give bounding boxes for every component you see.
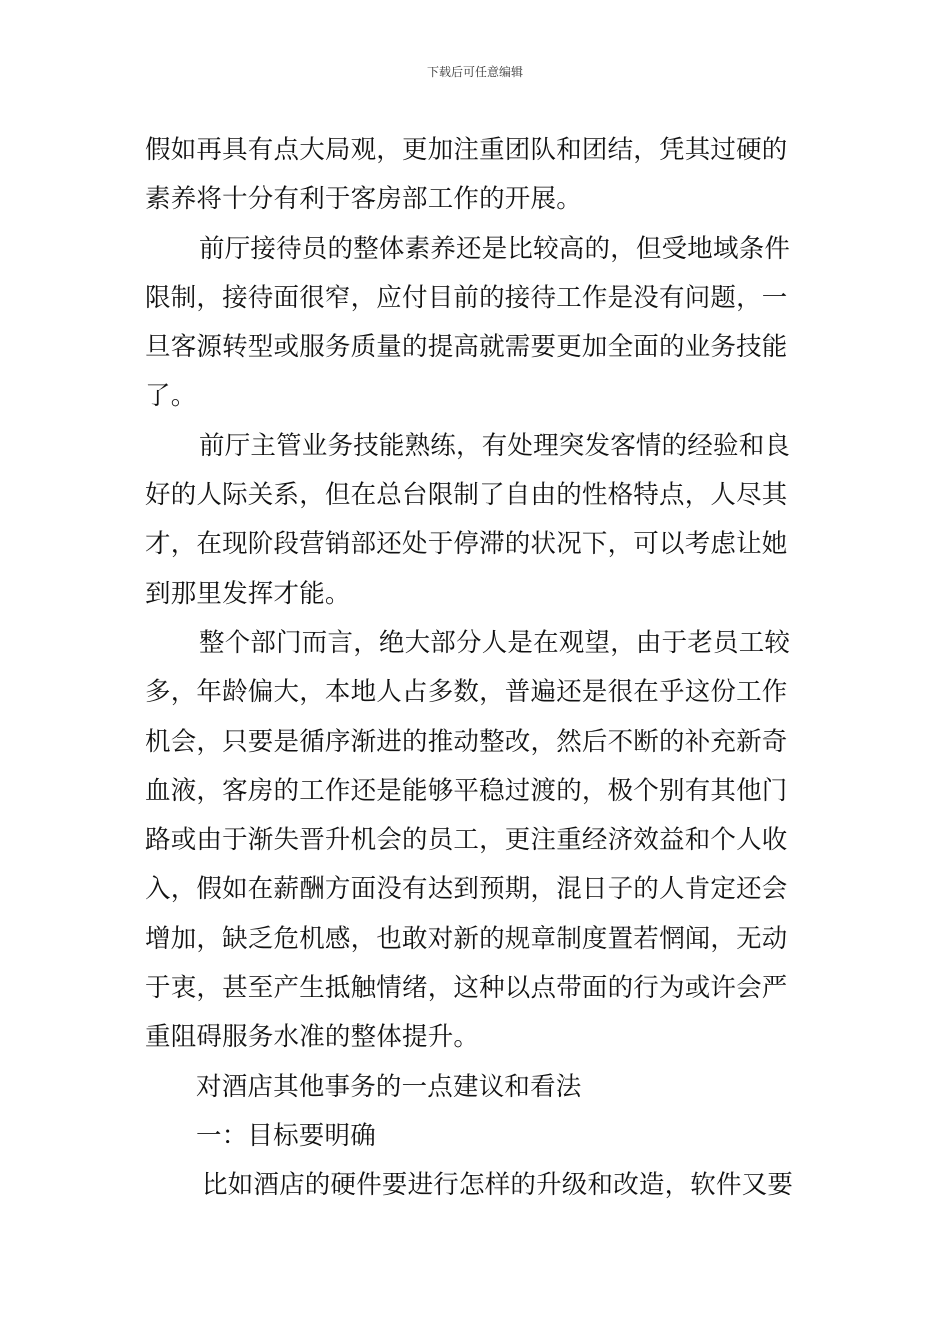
subsection-heading: 一：目标要明确 (196, 1120, 376, 1151)
text-line: 素养将十分有利于客房部工作的开展。 (145, 184, 582, 215)
page-header-note: 下载后可任意编辑 (426, 65, 523, 79)
text-line: 血液，客房的工作还是能够平稳过渡的，极个别有其他门 (145, 775, 788, 806)
text-line: 机会，只要是循序渐进的推动整改，然后不断的补充新奇 (145, 726, 788, 757)
text-line: 增加，缺乏危机感，也敢对新的规章制度置若惘闻，无动 (145, 923, 788, 954)
text-line: 入，假如在薪酬方面没有达到预期，混日子的人肯定还会 (145, 874, 788, 905)
paragraph-first-line: 前厅主管业务技能熟练，有处理突发客情的经验和良 (199, 430, 791, 461)
text-line: 限制，接待面很窄，应付目前的接待工作是没有问题，一 (145, 282, 788, 313)
text-line: 才，在现阶段营销部还处于停滞的状况下，可以考虑让她 (145, 529, 788, 560)
text-line: 到那里发挥才能。 (145, 578, 351, 609)
paragraph-first-line: 比如酒店的硬件要进行怎样的升级和改造，软件又要 (202, 1170, 794, 1201)
text-line: 多，年龄偏大，本地人占多数，普遍还是很在乎这份工作 (145, 677, 788, 708)
text-line: 了。 (145, 381, 197, 412)
text-line: 于衷，甚至产生抵触情绪，这种以点带面的行为或许会严 (145, 973, 788, 1004)
text-line: 重阻碍服务水准的整体提升。 (145, 1022, 480, 1053)
document-body (145, 126, 810, 1211)
text-line: 假如再具有点大局观，更加注重团队和团结，凭其过硬的 (145, 135, 788, 165)
paragraph-first-line: 前厅接待员的整体素养还是比较高的，但受地域条件 (199, 233, 791, 264)
text-line: 旦客源转型或服务质量的提高就需要更加全面的业务技能 (145, 332, 788, 363)
text-line: 路或由于渐失晋升机会的员工，更注重经济效益和个人收 (145, 825, 788, 856)
text-line: 好的人际关系，但在总台限制了自由的性格特点，人尽其 (145, 480, 788, 511)
section-heading: 对酒店其他事务的一点建议和看法 (196, 1071, 582, 1102)
paragraph-first-line: 整个部门而言，绝大部分人是在观望，由于老员工较 (199, 627, 791, 658)
